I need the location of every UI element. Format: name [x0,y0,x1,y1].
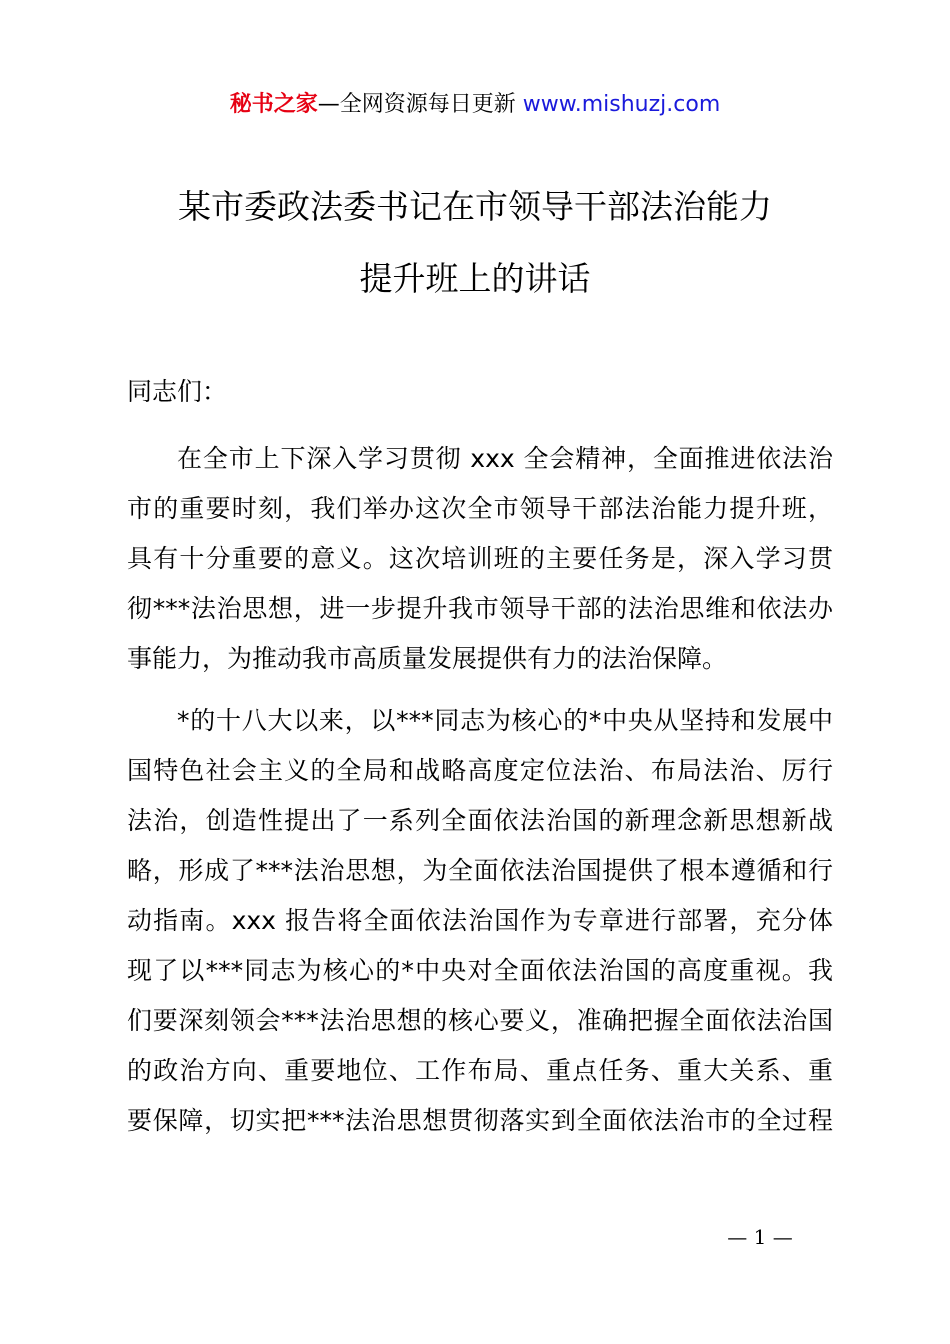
paragraph-line: 事能力，为推动我市高质量发展提供有力的法治保障。 [127,644,728,673]
paragraph-line: 彻***法治思想，进一步提升我市领导干部的法治思维和依法办 [127,594,833,623]
site-url-link[interactable]: www.mishuzj.com [522,92,721,117]
brand-name: 秘书之家 [229,92,318,117]
paragraph-2 [127,696,833,1146]
title-line-2: 提升班上的讲话 [359,259,591,298]
paragraph-line: 市的重要时刻，我们举办这次全市领导干部法治能力提升班， [127,494,833,523]
paragraph-line: 要保障，切实把***法治思想贯彻落实到全面依法治市的全过程 [127,1106,833,1135]
document-title [0,182,950,304]
paragraph-line: 法治，创造性提出了一系列全面依法治国的新理念新思想新战 [127,806,833,835]
greeting: 同志们： [127,377,228,406]
paragraph-line: 具有十分重要的意义。这次培训班的主要任务是，深入学习贯 [127,544,833,573]
paragraph-line: 现了以***同志为核心的*中央对全面依法治国的高度重视。我 [127,956,833,985]
paragraph-line: 的政治方向、重要地位、工作布局、重点任务、重大关系、重 [127,1056,833,1085]
tagline: —全网资源每日更新 [317,92,516,117]
paragraph-line: 们要深刻领会***法治思想的核心要义，准确把握全面依法治国 [127,1006,833,1035]
paragraph-line: 国特色社会主义的全局和战略高度定位法治、布局法治、厉行 [127,756,833,785]
title-line-1: 某市委政法委书记在市领导干部法治能力 [178,187,772,226]
paragraph-line: 在全市上下深入学习贯彻 xxx 全会精神，全面推进依法治 [177,444,833,473]
paragraph-1 [127,434,833,684]
page-number: — 1 — [727,1225,793,1249]
site-header [0,88,950,122]
paragraph-line: *的十八大以来，以***同志为核心的*中央从坚持和发展中 [177,706,833,735]
paragraph-line: 略，形成了***法治思想，为全面依法治国提供了根本遵循和行 [127,856,833,885]
paragraph-line: 动指南。xxx 报告将全面依法治国作为专章进行部署，充分体 [127,906,833,935]
document-body [127,434,833,1158]
